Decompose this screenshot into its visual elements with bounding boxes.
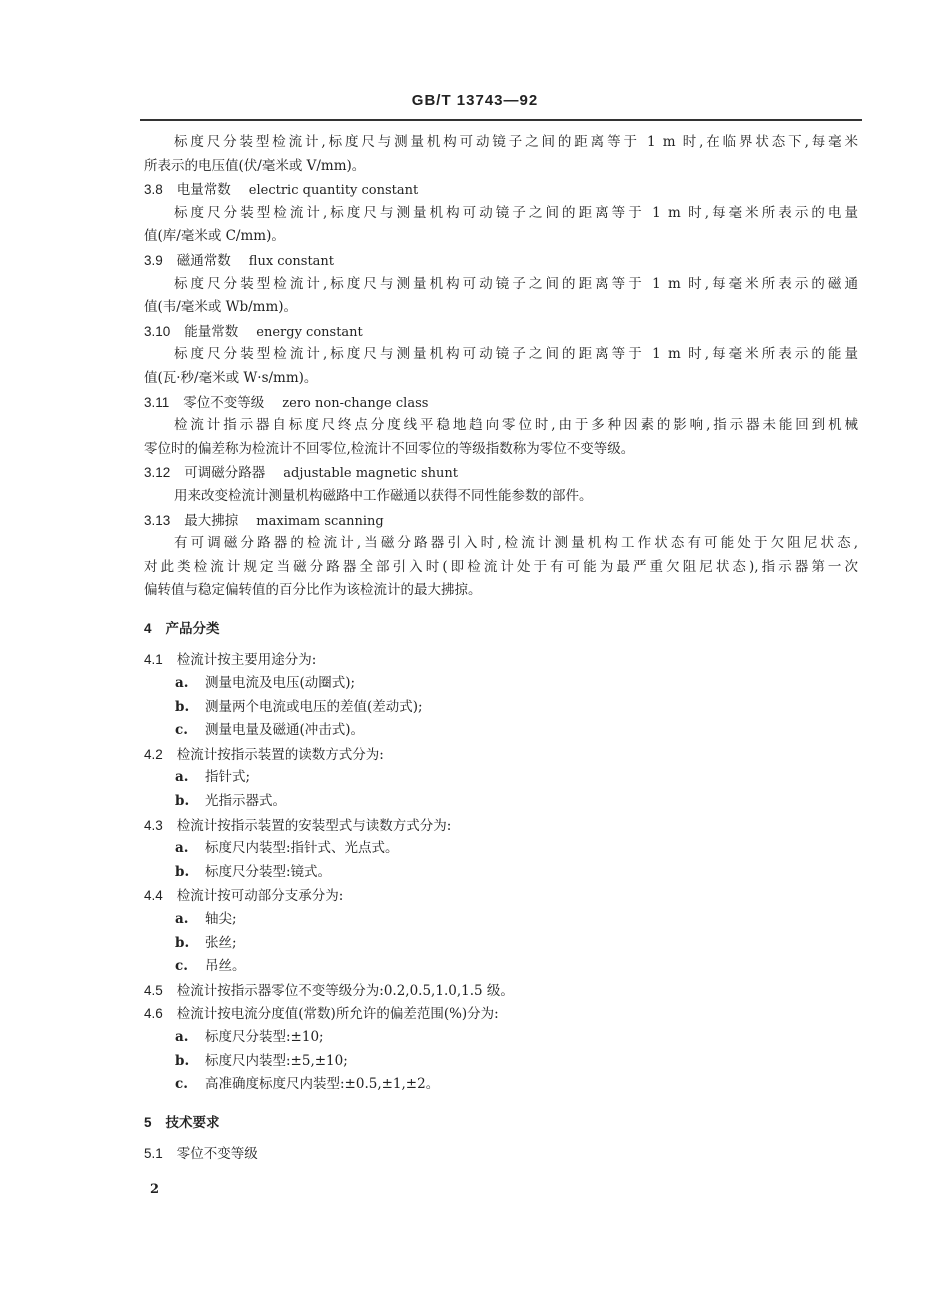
clause-number: 3.13: [144, 512, 171, 528]
section-number: 4: [144, 620, 152, 636]
item-text: 标度尺内装型:±5,±10;: [205, 1052, 348, 1069]
list-item: [144, 719, 858, 743]
term-cn: 可调磁分路器: [184, 465, 266, 482]
definition-text: 值(瓦·秒/毫米或 W·s/mm)。: [144, 369, 318, 386]
clause-number: 4.2: [144, 746, 163, 762]
item-letter: a.: [175, 1028, 189, 1045]
item-letter: a.: [175, 769, 189, 786]
header-rule: [140, 119, 862, 121]
section-title: 产品分类: [165, 620, 220, 637]
term-cn: 能量常数: [184, 323, 239, 340]
definition-text: 有可调磁分路器的检流计,当磁分路器引入时,检流计测量机构工作状态有可能处于欠阻尼状态,: [174, 535, 858, 552]
list-item: [144, 1073, 858, 1097]
term-en: adjustable magnetic shunt: [283, 466, 458, 482]
item-text: 高准确度标度尺内装型:±0.5,±1,±2。: [205, 1076, 440, 1093]
clause-4-2: [144, 743, 858, 767]
clause-number: 4.6: [144, 1006, 163, 1022]
definition-text: 检流计指示器自标度尺终点分度线平稳地趋向零位时,由于多种因素的影响,指示器未能回到机械: [174, 417, 858, 434]
clause-5-1: 5.1 零位不变等级: [144, 1146, 258, 1163]
clause-number: 4.1: [144, 652, 163, 668]
definition-text: 值(韦/毫米或 Wb/mm)。: [144, 299, 298, 316]
standard-number-header: GB/T 13743—92: [411, 92, 539, 109]
clause-number: 3.9: [144, 252, 163, 268]
clause-number: 3.8: [144, 182, 163, 198]
list-item: [144, 766, 858, 790]
clause-number: 3.10: [144, 323, 171, 339]
item-text: 张丝;: [205, 934, 237, 951]
clause-4-1: [144, 648, 858, 672]
clause-text: 检流计按指示装置的安装型式与读数方式分为:: [176, 817, 452, 834]
term-cn: 电量常数: [176, 182, 231, 199]
list-item: [144, 955, 858, 979]
list-item: [144, 908, 858, 932]
item-text: 轴尖;: [205, 911, 237, 927]
item-text: 指针式;: [205, 769, 251, 786]
list-item: [144, 1026, 858, 1050]
item-letter: b.: [175, 698, 190, 715]
document-body: [144, 131, 858, 1166]
term-cn: 磁通常数: [176, 252, 231, 269]
item-text: 测量电量及磁通(冲击式)。: [205, 722, 365, 739]
definition-text: 对此类检流计规定当磁分路器全部引入时(即检流计处于有可能为最严重欠阻尼状态),指示器第一次: [144, 558, 858, 575]
term-en: electric quantity constant: [248, 183, 419, 199]
item-letter: c.: [175, 1076, 188, 1093]
definition-heading: [144, 509, 858, 533]
item-letter: a.: [175, 911, 189, 927]
item-letter: b.: [175, 793, 190, 810]
item-letter: b.: [175, 1052, 190, 1069]
list-item: [144, 861, 858, 885]
item-letter: a.: [175, 675, 189, 692]
definition-text: 值(库/毫米或 C/mm)。: [144, 228, 285, 245]
clause-text: 检流计按主要用途分为:: [176, 652, 317, 669]
term-en: energy constant: [256, 324, 363, 340]
clause-text: 检流计按指示装置的读数方式分为:: [176, 746, 384, 763]
clause-number: 4.4: [144, 888, 163, 904]
item-text: 标度尺分装型:±10;: [205, 1028, 324, 1045]
definition-heading: [144, 178, 858, 202]
page-number: 2: [150, 1182, 160, 1197]
list-item: [144, 1050, 858, 1074]
definition-text: 标度尺分装型检流计,标度尺与测量机构可动镜子之间的距离等于 1 m 时,每毫米所表示的能量: [174, 346, 858, 363]
item-text: 光指示器式。: [205, 793, 286, 810]
item-letter: a.: [175, 840, 189, 857]
definition-text: 零位时的偏差称为检流计不回零位,检流计不回零位的等级指数称为零位不变等级。: [144, 440, 635, 457]
term-cn: 零位不变等级: [183, 394, 265, 411]
intro-line: 所表示的电压值(伏/毫米或 V/mm)。: [144, 157, 366, 174]
definition-text: 标度尺分装型检流计,标度尺与测量机构可动镜子之间的距离等于 1 m 时,每毫米所表示的磁通: [174, 275, 858, 292]
clause-number: 4.5: [144, 982, 163, 998]
clause-text: 检流计按可动部分支承分为:: [176, 888, 344, 905]
definition-text: 标度尺分装型检流计,标度尺与测量机构可动镜子之间的距离等于 1 m 时,每毫米所表示的电量: [174, 204, 858, 221]
item-letter: c.: [175, 722, 188, 739]
list-item: [144, 672, 858, 696]
definition-heading: [144, 391, 858, 415]
item-text: 标度尺内装型:指针式、光点式。: [205, 840, 399, 857]
clause-4-3: [144, 814, 858, 838]
list-item: [144, 837, 858, 861]
definition-heading: [144, 461, 858, 485]
section-4-heading: [144, 617, 858, 641]
item-text: 标度尺分装型:镜式。: [205, 863, 332, 880]
clause-text: 检流计按电流分度值(常数)所允许的偏差范围(%)分为:: [176, 1006, 499, 1023]
definition-text: 偏转值与稳定偏转值的百分比作为该检流计的最大拂掠。: [144, 582, 482, 599]
list-item: [144, 932, 858, 956]
item-text: 测量两个电流或电压的差值(差动式);: [205, 698, 423, 715]
definition-heading: [144, 249, 858, 273]
clause-4-4: [144, 884, 858, 908]
item-text: 测量电流及电压(动圈式);: [205, 675, 356, 692]
item-letter: b.: [175, 934, 190, 951]
clause-number: 3.12: [144, 465, 171, 481]
definition-text: 用来改变检流计测量机构磁路中工作磁通以获得不同性能参数的部件。: [174, 487, 593, 504]
clause-4-5: [144, 979, 858, 1003]
item-letter: c.: [175, 958, 188, 975]
list-item: [144, 696, 858, 720]
definition-heading: [144, 320, 858, 344]
term-en: zero non-change class: [282, 395, 429, 411]
clause-4-6: [144, 1002, 858, 1026]
clause-text: 检流计按指示器零位不变等级分为:0.2,0.5,1.0,1.5 级。: [176, 982, 514, 999]
clause-number: 3.11: [144, 394, 170, 410]
clause-number: 4.3: [144, 817, 163, 833]
section-5-heading: 5 技术要求: [144, 1114, 220, 1131]
term-en: flux constant: [248, 253, 335, 269]
item-text: 吊丝。: [205, 958, 246, 975]
term-en: maximam scanning: [256, 513, 384, 529]
list-item: [144, 790, 858, 814]
term-cn: 最大拂掠: [184, 512, 239, 529]
item-letter: b.: [175, 863, 190, 880]
intro-line: 标度尺分装型检流计,标度尺与测量机构可动镜子之间的距离等于 1 m 时,在临界状态下,每毫米: [174, 134, 858, 150]
